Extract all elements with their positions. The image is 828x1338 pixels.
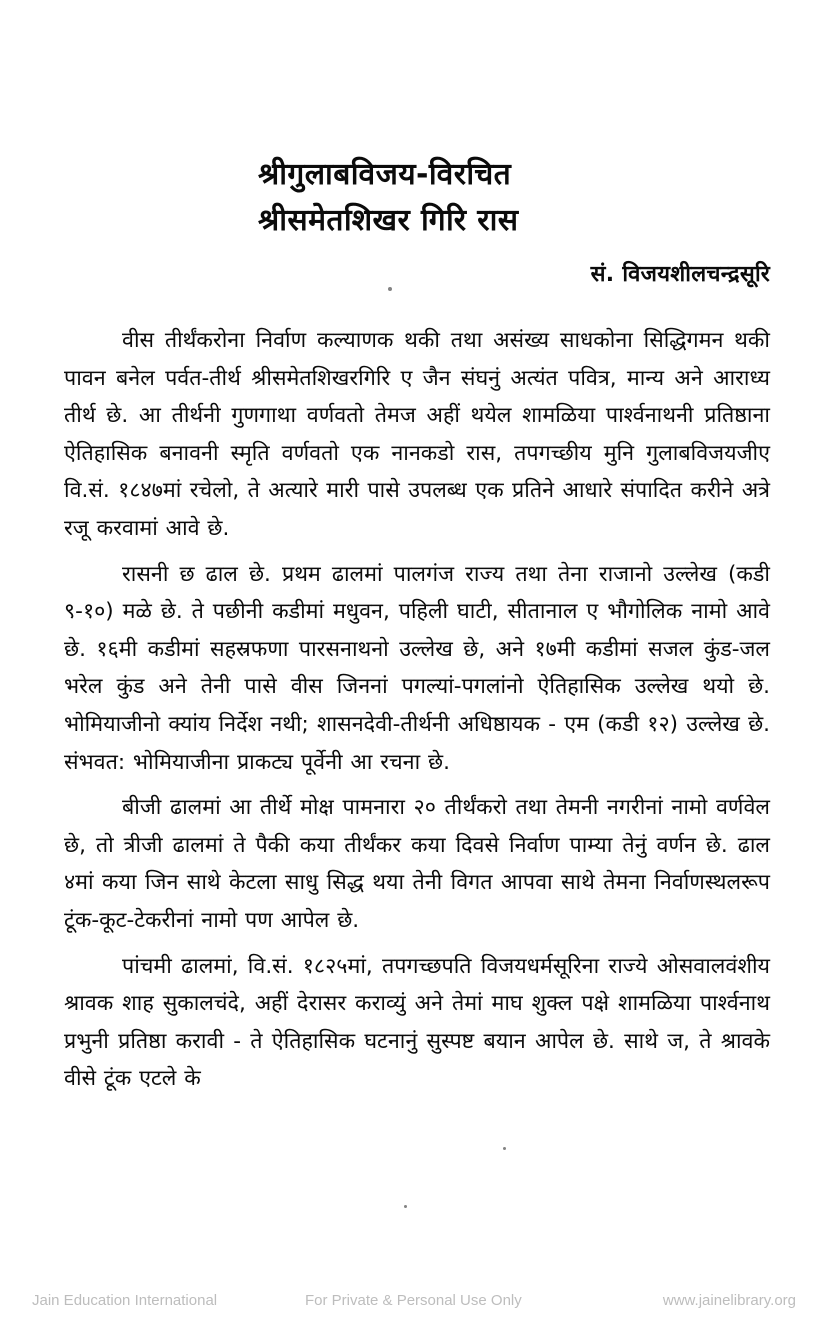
footer-usage-notice: For Private & Personal Use Only [305, 1292, 522, 1309]
title-line-2: श्रीसमेतशिखर गिरि रास [258, 203, 519, 238]
page-footer [0, 1292, 828, 1320]
paragraph: बीजी ढालमां आ तीर्थे मोक्ष पामनारा २० तीर्थंकरो तथा तेमनी नगरीनां नामो वर्णवेल छे, तो त्रीजी ढालमां ते पैकी कया तीर्थंकर कया दिवसे निर्वाण पाम्या तेनुं वर्णन छे. ढाल ४मां कया जिन साथे केटला साधु सिद्ध थया तेनी विगत आपवा साथे तेमना निर्वाणस्थलरूप टूंक-कूट-टेकरीनां नामो पण आपेल छे. [64, 795, 770, 933]
scan-speck-artifact [388, 287, 392, 291]
footer-organization: Jain Education International [32, 1292, 218, 1309]
title-line-1: श्रीगुलाबविजय-विरचित [258, 157, 512, 192]
editor-byline: सं. विजयशीलचन्द्रसूरि [590, 262, 770, 287]
scan-speck-artifact [503, 1147, 506, 1150]
footer-website-url[interactable]: www.jainelibrary.org [662, 1292, 796, 1309]
scan-speck-artifact [404, 1205, 407, 1208]
paragraph: वीस तीर्थंकरोना निर्वाण कल्याणक थकी तथा असंख्य साधकोना सिद्धिगमन थकी पावन बनेल पर्वत-तीर्थ श्रीसमेतशिखरगिरि ए जैन संघनुं अत्यंत पवित्र, मान्य अने आराध्य तीर्थ छे. आ तीर्थनी गुणगाथा वर्णवतो तेमज अहीं थयेल शामळिया पार्श्वनाथनी प्रतिष्ठाना ऐतिहासिक बनावनी स्मृति वर्णवतो एक नानकडो रास, तपगच्छीय मुनि गुलाबविजयजीए वि.सं. १८४७मां रचेलो, ते अत्यारे मारी पासे उपलब्ध एक प्रतिने आधारे संपादित करीने अत्रे रजू करवामां आवे छे. [64, 328, 770, 541]
page-title [258, 152, 778, 244]
paragraph: पांचमी ढालमां, वि.सं. १८२५मां, तपगच्छपति विजयधर्मसूरिना राज्ये ओसवालवंशीय श्रावक शाह सुकालचंदे, अहीं देरासर कराव्युं अने तेमां माघ शुक्ल पक्षे शामळिया पार्श्वनाथ प्रभुनी प्रतिष्ठा करावी - ते ऐतिहासिक घटनानुं सुस्पष्ट बयान आपेल छे. साथे ज, ते श्रावके वीसे टूंक एटले के [64, 953, 770, 1092]
paragraph: रासनी छ ढाल छे. प्रथम ढालमां पालगंज राज्य तथा तेना राजानो उल्लेख (कडी ९-१०) मळे छे. ते पछीनी कडीमां मधुवन, पहिली घाटी, सीतानाल ए भौगोलिक नामो आवे छे. १६मी कडीमां सहस्रफणा पारसनाथनो उल्लेख छे, अने १७मी कडीमां सजल कुंड-जल भरेल कुंड अने तेनी पासे वीस जिननां पगल्यां-पगलांनो ऐतिहासिक उल्लेख थयो छे. भोमियाजीनो क्यांय निर्देश नथी; शासनदेवी-तीर्थनी अधिष्ठायक - एम (कडी १२) उल्लेख छे. संभवत: भोमियाजीना प्राकट्य पूर्वेनी आ रचना छे. [64, 561, 770, 775]
document-body [64, 322, 770, 1098]
